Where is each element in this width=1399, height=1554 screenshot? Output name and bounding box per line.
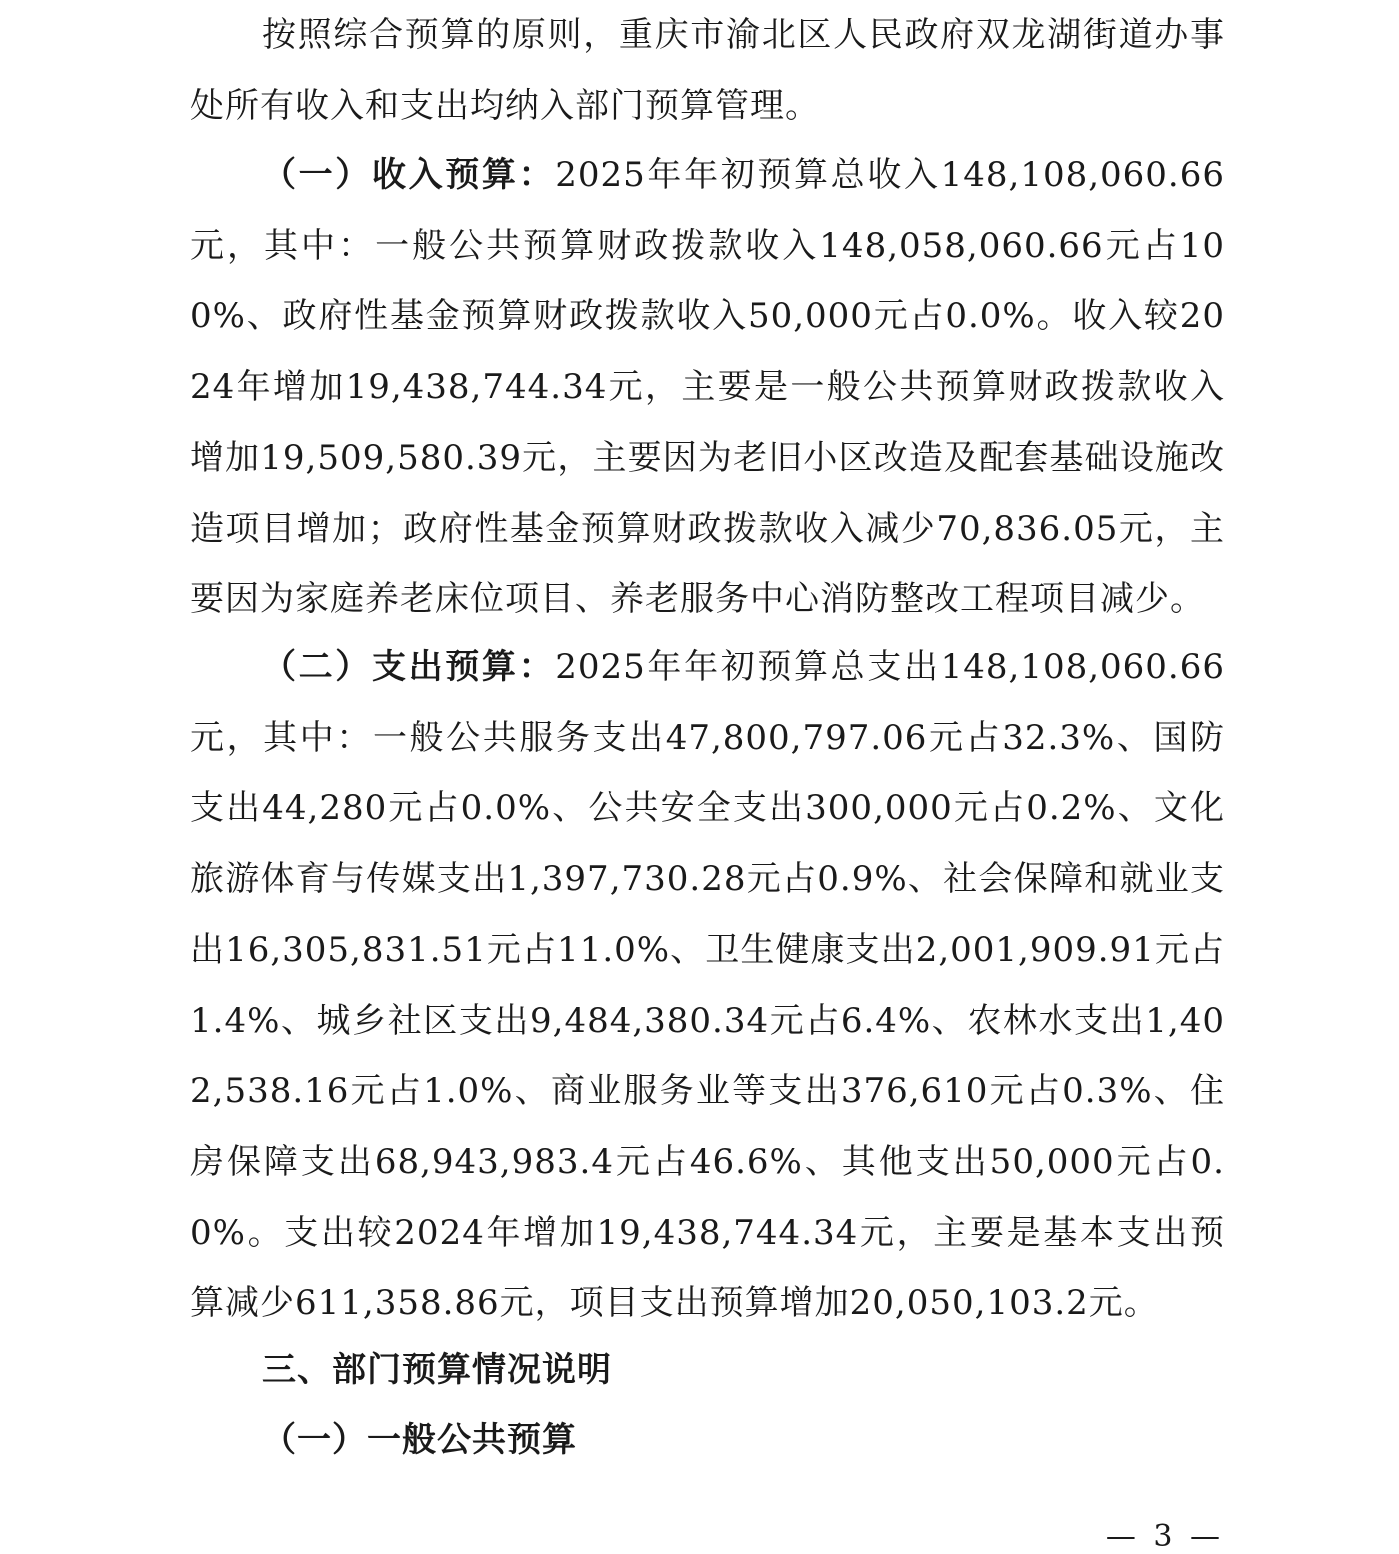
page-number: — 3 — xyxy=(1105,1519,1224,1554)
income-budget-text: 2025年年初预算总收入148,108,060.66元，其中：一般公共预算财政拨款收入148,058,060.66元占100%、政府性基金预算财政拨款收入50,000元占0.0%。收入较2024年增加19,438,744.34元，主要是一般公共预算财政拨款收入增加19,509,580.39元，主要因为老旧小区改造及配套基础设施改造项目增加；政府性基金预算财政拨款收入减少70,836.05元，主要因为家庭养老床位项目、养老服务中心消防整改工程项目减少。 xyxy=(190,155,1226,620)
income-budget-label: （一）收入预算： xyxy=(262,155,556,195)
subheading-general-public-budget: （一）一般公共预算 xyxy=(262,1420,577,1460)
section-heading-department-budget: 三、部门预算情况说明 xyxy=(262,1350,612,1390)
paragraph-budget-principle xyxy=(190,0,1225,141)
expenditure-budget-text: 2025年年初预算总支出148,108,060.66元，其中：一般公共服务支出47,800,797.06元占32.3%、国防支出44,280元占0.0%、公共安全支出300,000元占0.2%、文化旅游体育与传媒支出1,397,730.28元占0.9%、社会保障和就业支出16,305,831.51元占11.0%、卫生健康支出2,001,909.91元占1.4%、城乡社区支出9,484,380.34元占6.4%、农林水支出1,402,538.16元占1.0%、商业服务业等支出376,610元占0.3%、住房保障支出68,943,983.4元占46.6%、其他支出50,000元占0.0%。支出较2024年增加19,438,744.34元，主要是基本支出预算减少611,358.86元，项目支出预算增加20,050,103.2元。 xyxy=(190,647,1226,1324)
expenditure-budget-label: （二）支出预算： xyxy=(262,647,556,687)
paragraph-text: 按照综合预算的原则，重庆市渝北区人民政府双龙湖街道办事处所有收入和支出均纳入部门预算管理。 xyxy=(190,15,1225,126)
paragraph-expenditure-budget xyxy=(190,632,1225,1339)
paragraph-income-budget xyxy=(190,140,1225,635)
